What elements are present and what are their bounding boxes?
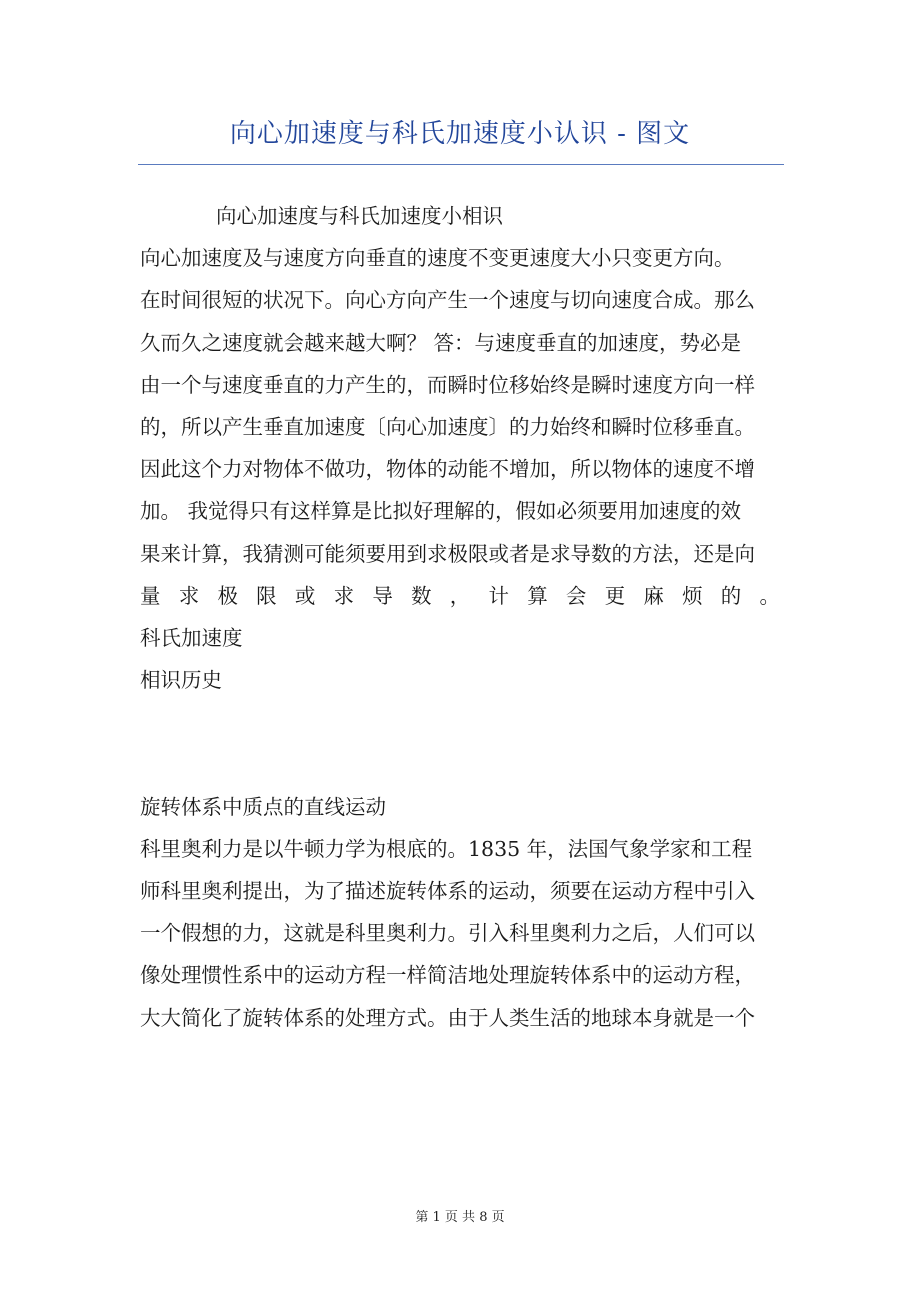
blank-line: [140, 743, 802, 785]
spread-character: 极: [217, 583, 238, 608]
spread-character: 计: [488, 583, 509, 608]
paragraph-line: 一个假想的力，这就是科里奥利力。引入科里奥利力之后，人们可以: [140, 921, 755, 946]
paragraph-line: 由一个与速度垂直的力产生的，而瞬时位移始终是瞬时速度方向一样: [140, 372, 755, 397]
spread-character: 或: [294, 583, 316, 608]
spread-character: 。: [759, 583, 780, 608]
section-heading: 科氏加速度: [140, 625, 243, 650]
spread-character: 烦: [682, 583, 703, 608]
paragraph-line: 因此这个力对物体不做功，物体的动能不增加，所以物体的速度不增: [140, 457, 755, 482]
spread-character: 麻: [643, 583, 664, 608]
paragraph-line: 像处理惯性系中的运动方程一样简洁地处理旋转体系中的运动方程，: [140, 963, 755, 988]
spread-character: 数: [411, 583, 432, 608]
paragraph-line: 科里奥利力是以牛顿力学为根底的。1835 年，法国气象学家和工程: [140, 836, 753, 861]
section-heading: 相识历史: [140, 668, 222, 693]
title-divider: [138, 164, 784, 165]
document-body: [140, 195, 802, 1039]
paragraph-line: 果来计算，我猜测可能须要用到求极限或者是求导数的方法，还是向: [140, 541, 755, 566]
spread-character: 算: [527, 583, 548, 608]
spread-character: 更: [604, 583, 626, 608]
spread-character: 会: [565, 583, 587, 608]
paragraph-line: 的，所以产生垂直加速度〔向心加速度〕的力始终和瞬时位移垂直。: [140, 414, 755, 439]
document-title: 向心加速度与科氏加速度小认识 - 图文: [229, 119, 691, 149]
spread-character: 导: [372, 583, 393, 608]
paragraph-line: 师科里奥利提出，为了描述旋转体系的运动，须要在运动方程中引入: [140, 879, 755, 903]
spread-character: 求: [333, 583, 355, 608]
justified-paragraph-line: [140, 575, 780, 617]
page-footer: 第 1 页 共 8 页: [415, 1210, 505, 1225]
blank-line: [140, 701, 802, 743]
paragraph-line: 向心加速度及与速度方向垂直的速度不变更速度大小只变更方向。: [140, 246, 735, 271]
spread-character: 求: [178, 583, 200, 608]
paragraph-line: 大大简化了旋转体系的处理方式。由于人类生活的地球本身就是一个: [140, 1005, 755, 1030]
spread-character: 限: [256, 583, 277, 608]
document-subtitle: 向心加速度与科氏加速度小相识: [216, 204, 503, 228]
paragraph-line: 久而久之速度就会越来越大啊？ 答：与速度垂直的加速度，势必是: [140, 330, 742, 355]
section-heading: 旋转体系中质点的直线运动: [140, 794, 386, 819]
spread-character: ，: [449, 583, 471, 608]
paragraph-line: 加。 我觉得只有这样算是比拟好理解的，假如必须要用加速度的效: [140, 499, 742, 524]
spread-character: 的: [720, 583, 742, 608]
spread-character: 量: [140, 583, 161, 608]
paragraph-line: 在时间很短的状况下。向心方向产生一个速度与切向速度合成。那么: [140, 288, 755, 313]
